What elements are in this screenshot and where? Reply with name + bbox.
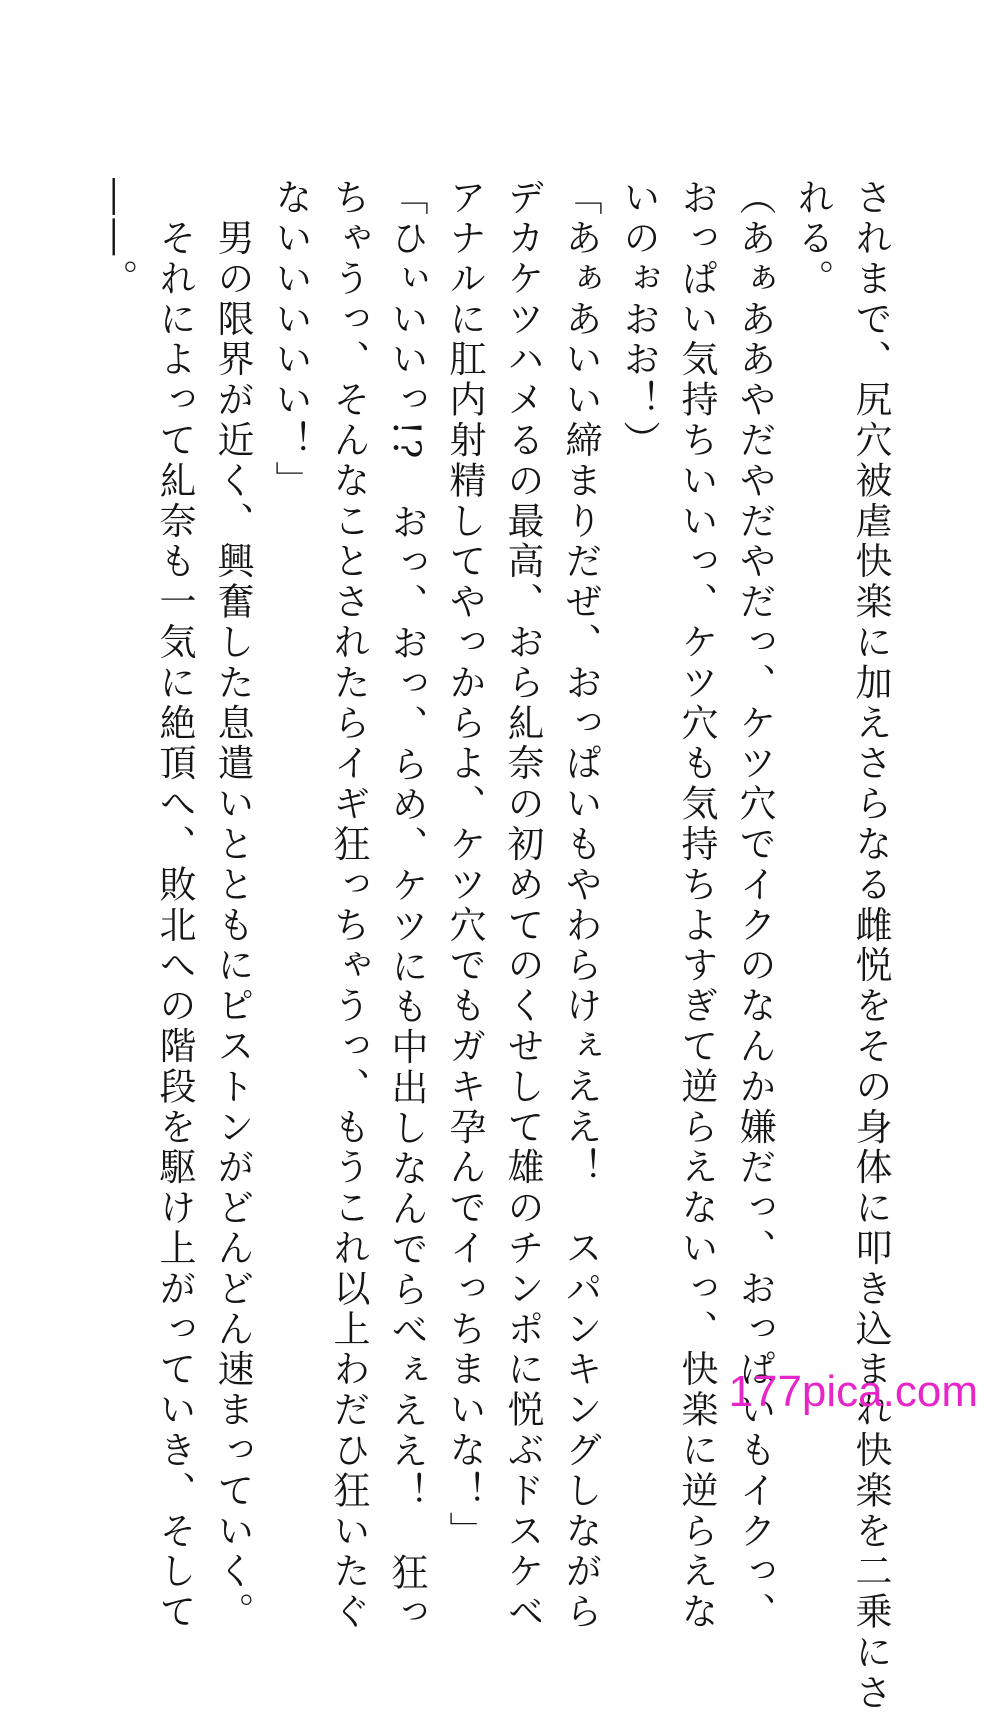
text-column: おっぱい気持ちいいっ、ケツ穴も気持ちよすぎて逆らえないっ、快楽に逆らえな [675, 178, 718, 1633]
watermark: 177pica.com [728, 1367, 978, 1416]
text-column: されまで、尻穴被虐快楽に加えさらなる雌悦をその身体に叩き込まれ快楽を二乗にさ [849, 178, 892, 1713]
text-column: ちゃうっ、そんなことされたらイギ狂っちゃうっ、もうこれ以上わだひ狂いたぐ [327, 178, 370, 1633]
text-column: アナルに肛内射精してやっからよ、ケツ穴でもガキ孕んでイっちまいな！」 [443, 178, 486, 1552]
text-column: ないいいいい！」 [269, 178, 312, 502]
text-column: 「あぁあいい締まりだぜ、おっぱいもやわらけぇええ！ スパンキングしながら [559, 178, 602, 1633]
text-column: ――。 [95, 178, 138, 300]
text-column: デカケツハメるの最高、おら糺奈の初めてのくせして雄のチンポに悦ぶドスケベ [501, 178, 544, 1633]
text-column: それによって糺奈も一気に絶頂へ、敗北への階段を駆け上がっていき、そして [153, 178, 196, 1633]
text-column: れる。 [791, 178, 834, 300]
text-column: 「ひぃいいっ!? おっ、おっ、らめ、ケツにも中出しなんでらべぇええ！ 狂っ [385, 178, 428, 1634]
text-column: （あぁああやだやだやだっ、ケツ穴でイクのなんか嫌だっ、おっぱいもイクっ、 [733, 178, 776, 1633]
text-column: いのぉおお！） [617, 178, 660, 461]
text-column: 男の限界が近く、興奮した息遣いとともにピストンがどんどん速まっていく。 [211, 178, 254, 1633]
